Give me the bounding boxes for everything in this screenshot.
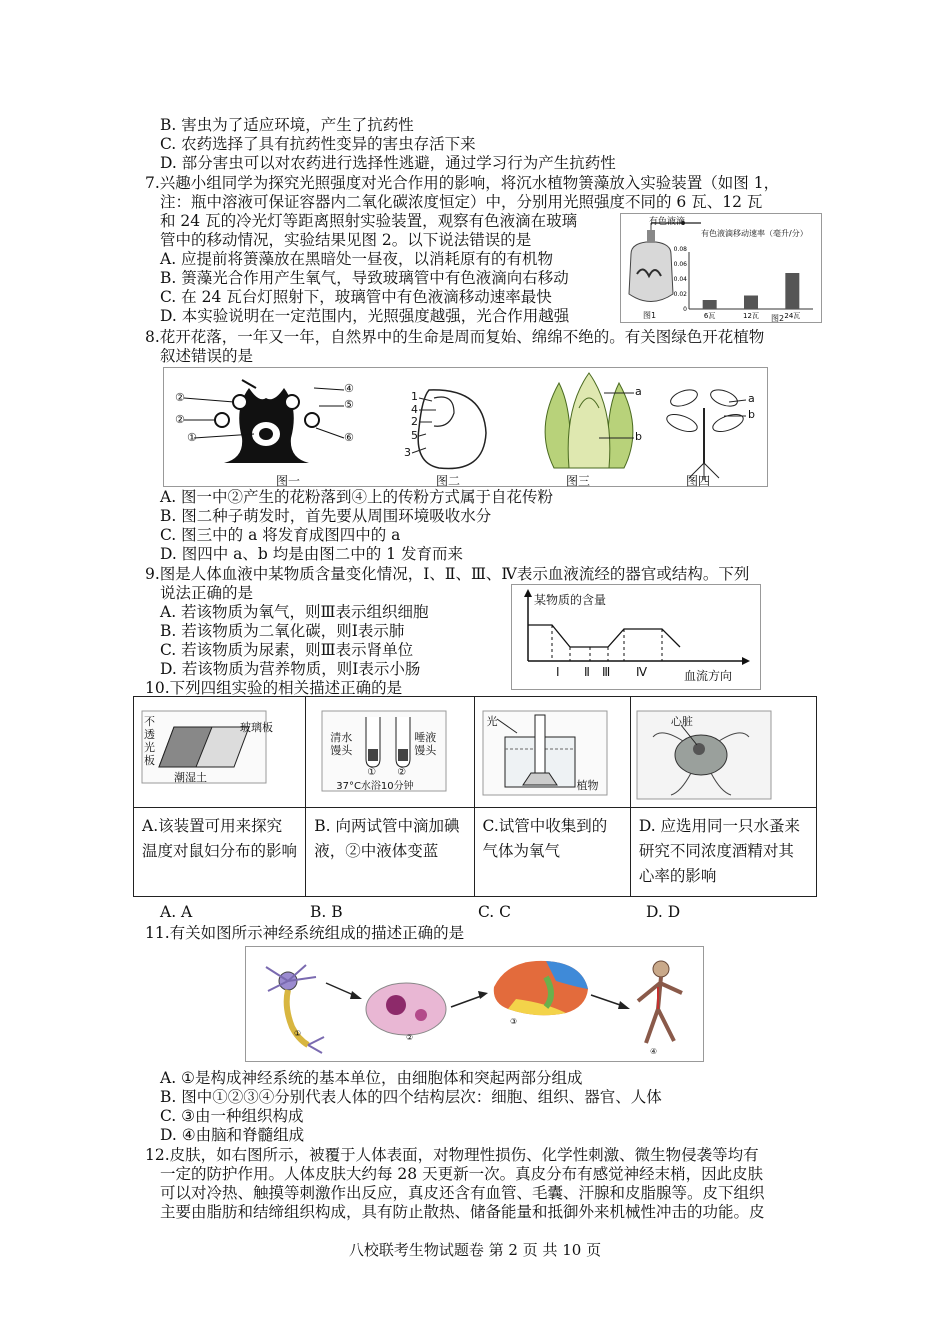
seed-label-4: 4 [411,403,418,416]
q7-fig1-caption: 图1 [643,311,657,320]
q8-caption-2: 图二 [436,474,461,488]
bud-label-a: a [635,385,642,398]
q11-label-1: ① [294,1029,302,1038]
q7-stem-line4: 管中的移动情况，实验结果见图 2。以下说法错误的是 [160,231,532,249]
q7-xtick-label: 12瓦 [743,312,759,320]
q10-d-heart: 心脏 [670,715,693,728]
q10-cell-a: A.该装置可用来探究温度对鼠妇分布的影响 [134,808,306,897]
q7-chart-title: 有色液滴移动速率（毫升/分） [701,229,808,238]
q10-cell-d: D. 应选用同一只水蚤来研究不同浓度酒精对其心率的影响 [630,808,816,897]
q10-cell-c: C.试管中收集到的气体为氧气 [474,808,630,897]
q12-line3: 可以对冷热、触摸等刺激作出反应，真皮还含有血管、毛囊、汗腺和皮脂腺等。皮下组织 [160,1184,765,1202]
q6-option-b: B. 害虫为了适应环境，产生了抗药性 [160,116,414,134]
flower-label-2: ② [175,391,185,404]
seed-label-5: 5 [411,429,418,442]
q7-ytick-label: 0.06 [673,261,687,268]
seed-label-1: 1 [411,390,418,403]
q10-img-d [631,697,816,807]
seed-label-2: 2 [411,415,418,428]
q9-seg-3: Ⅲ [602,665,611,679]
q11-figure [245,946,704,1062]
seed-diagram [412,390,486,469]
brain-illustration [494,961,588,1015]
q10-b-bath: 37°C水浴10分钟 [336,781,414,792]
flower-label-4: ④ [344,382,354,395]
q7-stem-line2: 注：瓶中溶液可保证容器内二氧化碳浓度恒定）中，分别用光照强度不同的 6 瓦、12 瓦 [160,193,763,211]
q6-option-c: C. 农药选择了具有抗药性变异的害虫存活下来 [160,135,476,153]
q9-option-b: B. 若该物质为二氧化碳，则Ⅰ表示肺 [160,622,405,640]
q9-option-d: D. 若该物质为营养物质，则Ⅰ表示小肠 [160,660,421,678]
bud-label-b: b [635,430,642,443]
q10-cell-b: B. 向两试管中滴加碘液，②中液体变蓝 [306,808,474,897]
q7-stem-line3: 和 24 瓦的冷光灯等距离照射实验装置，观察有色液滴在玻璃 [160,212,578,230]
seed-label-3: 3 [404,446,411,459]
flower-label-6: ⑥ [344,431,354,444]
q12-line2: 一定的防护作用。人体皮肤大约每 28 天更新一次。真皮分布有感觉神经末梢，因此皮肤 [160,1165,764,1183]
q10-answer-c: C. C [478,903,512,921]
q11-option-a: A. ①是构成神经系统的基本单位，由细胞体和突起两部分组成 [160,1069,583,1087]
q8-caption-3: 图三 [566,474,591,488]
q7-bar [744,296,758,310]
q11-stem: 11.有关如图所示神经系统组成的描述正确的是 [145,924,465,942]
q11-option-b: B. 图中①②③④分别代表人体的四个结构层次：细胞、组织、器官、人体 [160,1088,662,1106]
q11-label-2: ② [406,1033,414,1042]
q8-caption-1: 图一 [276,474,301,488]
q12-line4: 主要由脂肪和结缔组织构成，具有防止散热、储备能量和抵御外来机械性冲击的功能。皮 [160,1203,765,1221]
q6-option-d: D. 部分害虫可以对农药进行选择性逃避，通过学习行为产生抗药性 [160,154,616,172]
seedling-label-b: b [748,408,755,421]
q9-option-a: A. 若该物质为氧气，则Ⅲ表示组织细胞 [160,603,429,621]
q8-figure [163,367,768,487]
q11-option-d: D. ④由脑和脊髓组成 [160,1126,305,1144]
q10-answer-b: B. B [310,903,343,921]
q9-seg-1: Ⅰ [556,665,560,679]
q8-option-a: A. 图一中②产生的花粉落到④上的传粉方式属于自花传粉 [160,488,554,506]
q10-a-soil: 潮湿土 [174,771,207,784]
q7-bar [703,300,717,309]
seedling-diagram [665,387,746,480]
q10-img-b [306,697,473,807]
q9-seg-2: Ⅱ [584,665,590,679]
q11-label-3: ③ [510,1017,518,1026]
human-nervous-system-illustration [638,961,682,1043]
flower-label-5: ⑤ [344,398,354,411]
q7-stem-line1: 7.兴趣小组同学为探究光照强度对光合作用的影响，将沉水植物箦藻放入实验装置（如图 1， [145,174,780,192]
q7-option-b: B. 箦藻光合作用产生氧气，导致玻璃管中有色液滴向右移动 [160,269,569,287]
q8-option-b: B. 图二种子萌发时，首先要从周围环境吸收水分 [160,507,492,525]
q9-ylabel: 某物质的含量 [534,593,607,607]
q9-stem-line1: 9.图是人体血液中某物质含量变化情况，Ⅰ、Ⅱ、Ⅲ、Ⅳ表示血液流经的器官或结构。下列 [145,565,750,583]
q10-b-n1: ① [367,767,377,778]
q10-b-right: 唾液馒头 [414,731,437,757]
neuron-illustration [266,965,324,1053]
tissue-illustration [366,983,446,1035]
flower-label-1: ① [187,431,197,444]
q7-ytick-label: 0.02 [673,291,687,298]
q10-table [133,696,817,897]
q7-ytick-label: 0.08 [673,246,687,253]
q7-xtick-label: 24瓦 [784,312,801,320]
bud-diagram [545,373,634,468]
page-footer: 八校联考生物试题卷 第 2 页 共 10 页 [348,1241,602,1259]
q8-stem-line2: 叙述错误的是 [160,347,254,365]
q7-option-a: A. 应提前将箦藻放在黑暗处一昼夜，以消耗原有的有机物 [160,250,554,268]
q9-seg-4: Ⅳ [636,665,648,679]
q7-fig2-caption: 图2 [771,314,785,323]
q7-xtick-label: 6瓦 [703,312,716,320]
q10-c-light: 光 [486,715,498,728]
flower-label-2b: ② [175,413,185,426]
q10-a-opaque: 不透光板 [144,715,155,767]
q10-img-a [134,697,305,807]
q12-line1: 12.皮肤，如右图所示，被覆于人体表面，对物理性损伤、化学性刺激、微生物侵袭等均有 [145,1146,759,1164]
q10-answer-d: D. D [646,903,681,921]
q10-answer-a: A. A [160,903,193,921]
q7-label-drop: 有色液滴 [649,217,686,227]
q10-b-left: 清水馒头 [330,731,353,757]
q8-option-c: C. 图三中的 a 将发育成图四中的 a [160,526,401,544]
q9-graph [511,584,761,690]
q11-option-c: C. ③由一种组织构成 [160,1107,304,1125]
q7-option-c: C. 在 24 瓦台灯照射下，玻璃管中有色液滴移动速率最快 [160,288,552,306]
q10-img-c [475,697,630,807]
q7-figure [620,213,822,323]
q9-xlabel: 血流方向 [684,669,733,683]
q11-label-4: ④ [650,1047,658,1056]
q7-option-d: D. 本实验说明在一定范围内，光照强度越强，光合作用越强 [160,307,570,325]
q8-caption-4: 图四 [686,474,711,488]
q9-stem-line2: 说法正确的是 [160,584,254,602]
q7-bar [785,273,799,309]
q7-ytick-label: 0 [683,306,687,313]
flower-diagram [184,380,344,463]
q10-c-plant: 植物 [576,779,599,792]
q10-stem: 10.下列四组实验的相关描述正确的是 [145,679,403,697]
q7-ytick-label: 0.04 [673,276,687,283]
q10-a-glass: 玻璃板 [240,721,273,734]
q10-b-n2: ② [397,767,407,778]
q8-option-d: D. 图四中 a、b 均是由图二中的 1 发育而来 [160,545,463,563]
seedling-label-a: a [748,392,755,405]
q9-option-c: C. 若该物质为尿素，则Ⅲ表示肾单位 [160,641,414,659]
q8-stem-line1: 8.花开花落，一年又一年，自然界中的生命是周而复始、绵绵不绝的。有关图绿色开花植物 [145,328,765,346]
